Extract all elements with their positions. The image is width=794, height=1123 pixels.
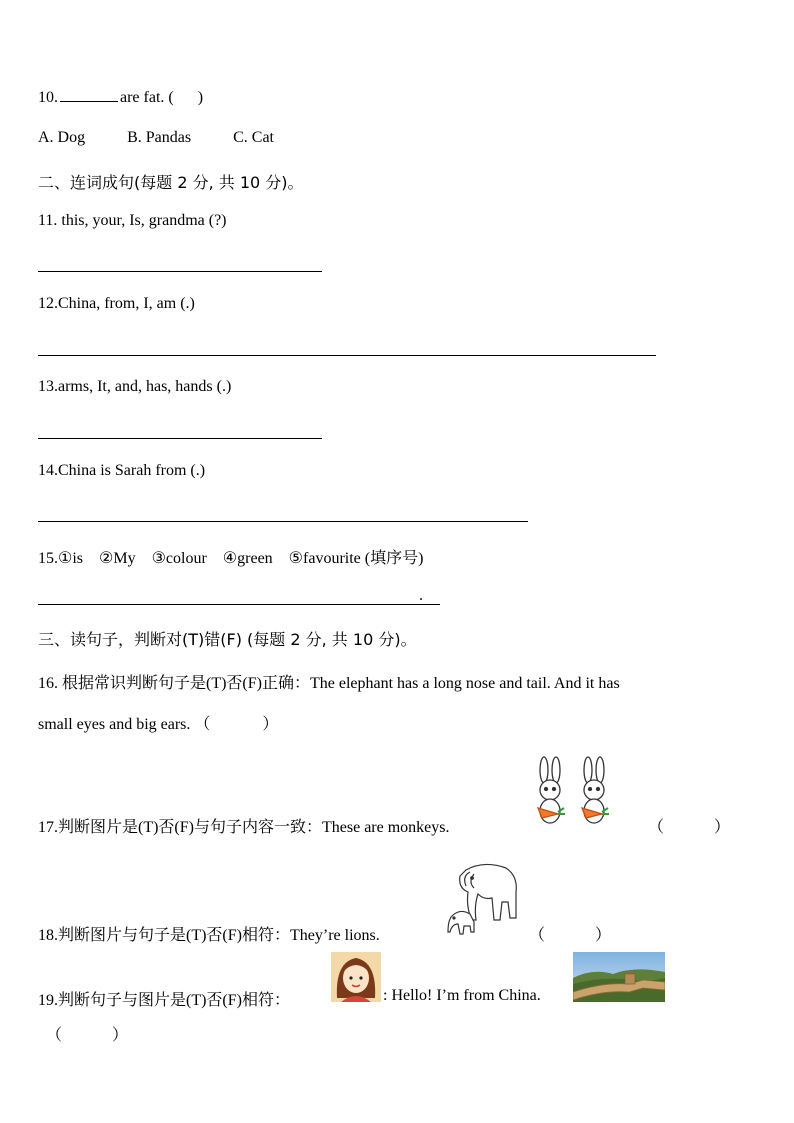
option-a[interactable]: A. Dog	[38, 129, 86, 146]
answer-line-15[interactable]	[38, 604, 440, 605]
question-12: 12.China, from, I, am (.)	[38, 295, 195, 312]
question-16-line1: 16. 根据常识判断句子是(T)否(F)正确：The elephant has a long nose and tail. And it has	[38, 675, 620, 692]
answer-line-12[interactable]	[38, 355, 656, 356]
great-wall-picture	[573, 952, 665, 1002]
section-2-title: 二、连词成句(每题 2 分, 共 10 分)。	[38, 173, 304, 192]
question-16-line2	[38, 711, 278, 734]
answer-line-11[interactable]	[38, 271, 322, 272]
question-16-text: small eyes and big ears. （	[38, 716, 211, 733]
question-number: 10.	[38, 89, 58, 106]
question-10-options	[38, 129, 274, 147]
answer-paren-17[interactable]: （ ）	[648, 819, 731, 836]
girl-avatar-icon	[331, 952, 381, 1002]
question-10	[38, 87, 203, 107]
answer-blank[interactable]	[60, 87, 118, 102]
question-11: 11. this, your, Is, grandma (?)	[38, 212, 227, 229]
question-text: are fat. (	[120, 89, 174, 106]
paren-close: ）	[262, 716, 279, 733]
question-14: 14.China is Sarah from (.)	[38, 462, 206, 479]
answer-line-13[interactable]	[38, 438, 322, 439]
answer-period: .	[419, 587, 423, 604]
answer-paren-19[interactable]: （ ）	[46, 1027, 129, 1044]
question-18: 18.判断图片与句子是(T)否(F)相符：They’re lions.	[38, 927, 380, 944]
elephants-picture	[444, 858, 522, 940]
question-17: 17.判断图片是(T)否(F)与句子内容一致：These are monkeys.	[38, 819, 450, 836]
option-c[interactable]: C. Cat	[233, 129, 274, 146]
question-19-sentence: : Hello! I’m from China.	[383, 987, 541, 1004]
question-19	[38, 987, 290, 1010]
rabbit-icon	[538, 757, 565, 823]
question-13: 13.arms, It, and, has, hands (.)	[38, 378, 232, 395]
section-3-title: 三、读句子，判断对(T)错(F) (每题 2 分, 共 10 分)。	[38, 630, 417, 649]
paren-close: )	[197, 89, 204, 106]
answer-line-14[interactable]	[38, 521, 528, 522]
rabbits-picture	[530, 756, 624, 826]
option-b[interactable]: B. Pandas	[127, 129, 192, 146]
rabbit-icon	[582, 757, 609, 823]
answer-paren-18[interactable]: （ ）	[529, 927, 612, 944]
question-15: 15.①is ②My ③colour ④green ⑤favourite (填序号)	[38, 550, 424, 567]
question-19-text: 19.判断句子与图片是(T)否(F)相符：	[38, 992, 290, 1009]
